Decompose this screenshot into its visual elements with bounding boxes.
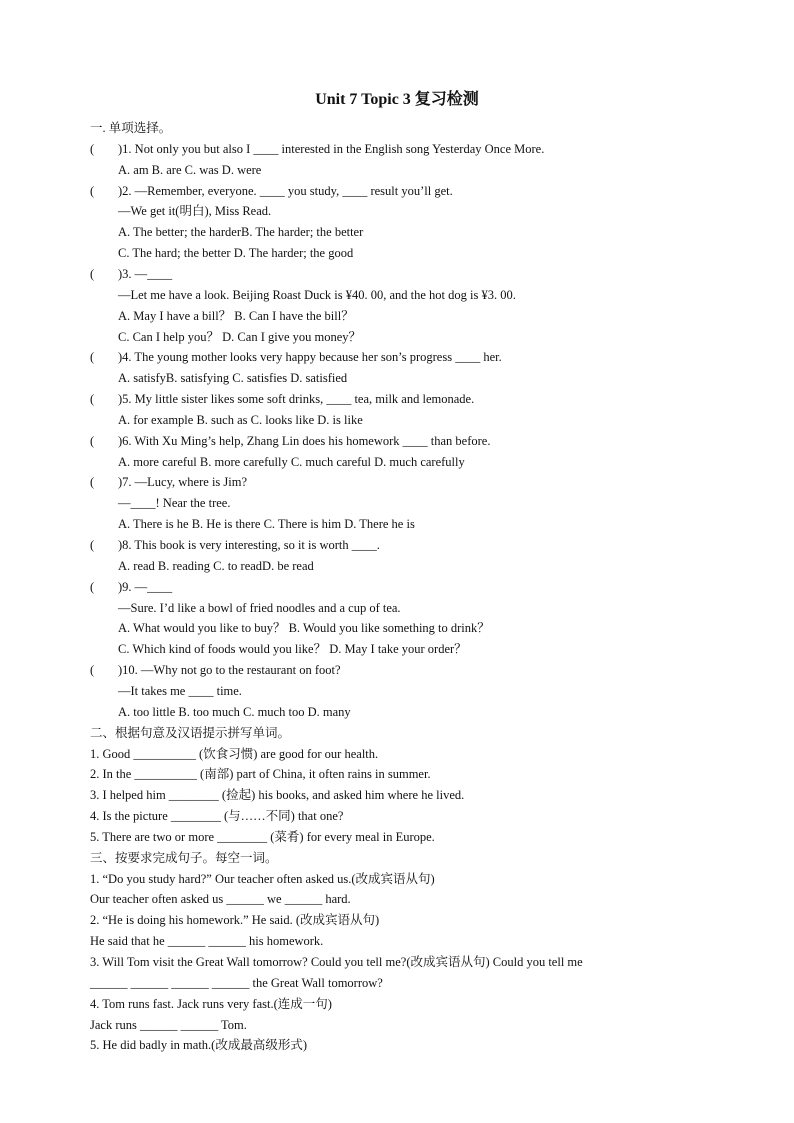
answer-bracket: (: [90, 392, 95, 407]
question-stem: )5. My little sister likes some soft drinks, ____ tea, milk and lemonade.: [118, 392, 475, 407]
answer-options: C. Can I help you？ D. Can I give you money？: [118, 329, 362, 344]
answer-bracket: (: [90, 579, 95, 594]
question-stem: )2. —Remember, everyone. ____ you study, ____ result you’ll get.: [118, 183, 453, 198]
answer-bracket: (: [90, 350, 95, 365]
answer-options: A. more careful B. more carefully C. much careful D. much carefully: [118, 454, 465, 469]
answer-options: A. May I have a bill？ B. Can I have the bill？: [118, 308, 354, 323]
question-line: [90, 266, 172, 282]
answer-options: C. Which kind of foods would you like？ D. May I take your order？: [118, 642, 467, 657]
question-stem: )4. The young mother looks very happy because her son’s progress ____ her.: [118, 350, 502, 365]
answer-options: A. satisfyB. satisfying C. satisfies D. satisfied: [118, 371, 348, 386]
spelling-item: 2. In the __________ (南部) part of China, it often rains in summer.: [90, 767, 431, 782]
answer-options: A. for example B. such as C. looks like D. is like: [118, 412, 363, 427]
answer-options: A. There is he B. He is there C. There is him D. There he is: [118, 517, 415, 532]
rewrite-line: He said that he ______ ______ his homework.: [90, 934, 324, 949]
answer-bracket: (: [90, 663, 95, 678]
question-stem: )7. —Lucy, where is Jim?: [118, 475, 248, 490]
rewrite-line: Our teacher often asked us ______ we ______ hard.: [90, 892, 351, 907]
question-stem: )1. Not only you but also I ____ interested in the English song Yesterday Once More.: [118, 141, 545, 156]
question-line: [90, 579, 172, 595]
rewrite-line: 4. Tom runs fast. Jack runs very fast.(连成一句): [90, 996, 332, 1011]
question-response: —It takes me ____ time.: [118, 683, 242, 698]
answer-bracket: (: [90, 183, 95, 198]
question-line: [90, 391, 474, 407]
question-response: —We get it(明白), Miss Read.: [118, 204, 272, 219]
rewrite-line: 2. “He is doing his homework.” He said. (改成宾语从句): [90, 913, 380, 928]
rewrite-line: 3. Will Tom visit the Great Wall tomorrow? Could you tell me?(改成宾语从句) Could you tell me: [90, 955, 583, 969]
rewrite-line: 5. He did badly in math.(改成最高级形式): [90, 1038, 307, 1053]
answer-options: A. What would you like to buy？ B. Would you like something to drink？: [118, 621, 490, 636]
question-stem: )6. With Xu Ming’s help, Zhang Lin does his homework ____ than before.: [118, 433, 491, 448]
question-line: [90, 537, 380, 553]
answer-options: A. too little B. too much C. much too D. many: [118, 704, 351, 719]
answer-bracket: (: [90, 266, 95, 281]
answer-bracket: (: [90, 433, 95, 448]
question-line: [90, 474, 247, 490]
rewrite-line: Jack runs ______ ______ Tom.: [90, 1017, 247, 1032]
question-line: [90, 662, 341, 678]
question-line: [90, 433, 490, 449]
page-title: Unit 7 Topic 3 复习检测: [315, 91, 479, 108]
section-heading: 一. 单项选择。: [90, 121, 172, 135]
question-response: —____! Near the tree.: [118, 496, 231, 511]
section-heading: 二、根据句意及汉语提示拼写单词。: [90, 725, 291, 740]
answer-options: A. read B. reading C. to readD. be read: [118, 558, 314, 573]
spelling-item: 3. I helped him ________ (捡起) his books, and asked him where he lived.: [90, 788, 465, 803]
spelling-item: 5. There are two or more ________ (菜肴) for every meal in Europe.: [90, 829, 435, 844]
answer-options: A. The better; the harderB. The harder; the better: [118, 225, 364, 240]
question-stem: )8. This book is very interesting, so it is worth ____.: [118, 538, 380, 552]
question-stem: )9. —____: [118, 579, 173, 594]
answer-options: C. The hard; the better D. The harder; the good: [118, 246, 354, 261]
rewrite-line: ______ ______ ______ ______ the Great Wall tomorrow?: [90, 975, 383, 990]
answer-bracket: (: [90, 141, 95, 156]
question-line: [90, 183, 453, 199]
answer-bracket: (: [90, 475, 95, 490]
spelling-item: 4. Is the picture ________ (与……不同) that one?: [90, 809, 344, 824]
question-response: —Sure. I’d like a bowl of fried noodles and a cup of tea.: [118, 600, 401, 615]
answer-options: A. am B. are C. was D. were: [118, 162, 262, 177]
question-line: [90, 349, 502, 365]
question-line: [90, 141, 544, 157]
answer-bracket: (: [90, 538, 95, 552]
spelling-item: 1. Good __________ (饮食习惯) are good for our health.: [90, 746, 379, 761]
question-stem: )10. —Why not go to the restaurant on foot?: [118, 663, 341, 678]
rewrite-line: 1. “Do you study hard?” Our teacher often asked us.(改成宾语从句): [90, 871, 435, 886]
question-response: —Let me have a look. Beijing Roast Duck is ¥40. 00, and the hot dog is ¥3. 00.: [118, 287, 516, 302]
question-stem: )3. —____: [118, 266, 173, 281]
section-heading: 三、按要求完成句子。每空一词。: [90, 850, 278, 865]
